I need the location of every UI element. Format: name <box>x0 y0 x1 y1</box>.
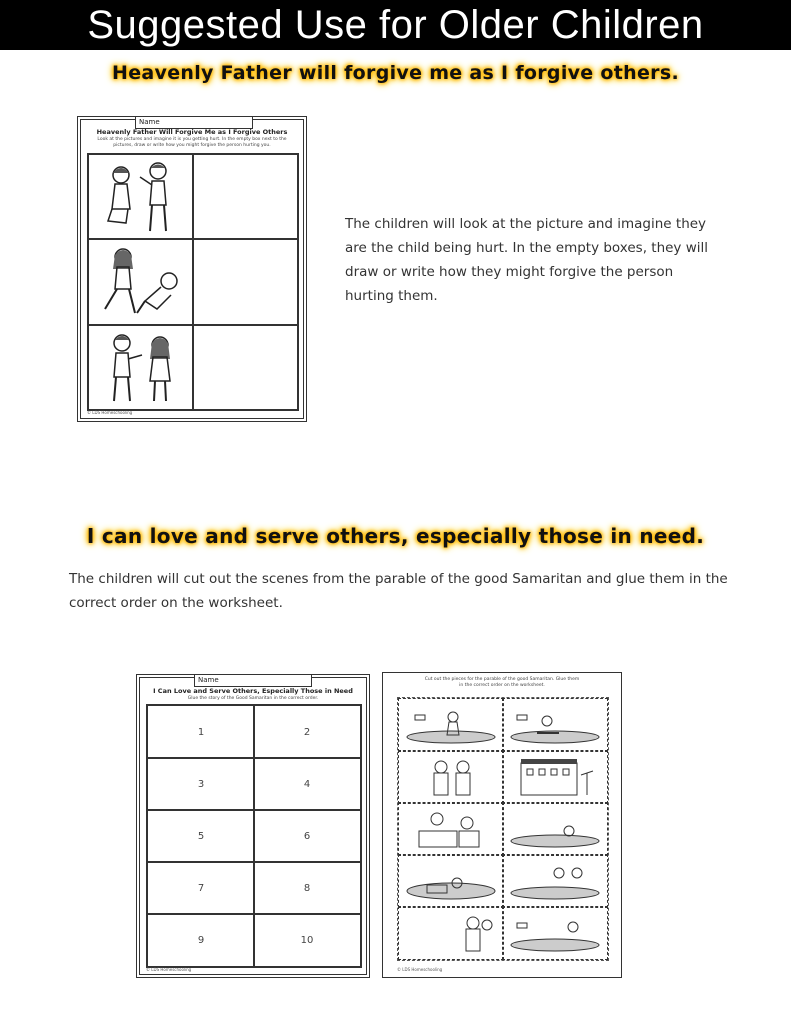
scene-traveler-walking <box>398 698 504 752</box>
section1-heading: Heavenly Father will forgive me as I forgive others. <box>112 62 679 84</box>
scene-jesus-teaching <box>398 906 504 960</box>
worksheet-copyright: © LDS Homeschooling <box>146 967 192 972</box>
grid-cell: 2 <box>253 705 361 759</box>
scene-samaritan-helps <box>398 854 504 908</box>
cutout-sheet-thumbnail <box>382 672 622 978</box>
grid-cell: 9 <box>147 913 255 967</box>
name-field-label: Name <box>135 116 253 129</box>
answer-cell-2 <box>192 238 298 326</box>
scene-illustration <box>507 705 603 745</box>
forgive-grid <box>87 153 299 411</box>
scene-illustration <box>403 861 499 901</box>
picture-cell-1 <box>88 154 194 240</box>
child-tripping-illustration <box>95 243 187 321</box>
scene-illustration <box>507 861 603 901</box>
grid-cell: 3 <box>147 757 255 811</box>
answer-cell-3 <box>192 324 298 410</box>
page-banner: Suggested Use for Older Children <box>0 0 791 50</box>
grid-cell: 7 <box>147 861 255 915</box>
scene-inn <box>502 750 608 804</box>
scene-others-pass <box>502 854 608 908</box>
grid-cell: 6 <box>253 809 361 863</box>
scene-thieves <box>502 698 608 752</box>
worksheet-instructions: Glue the story of the Good Samaritan in the correct order. <box>187 696 319 701</box>
scene-illustration <box>403 705 499 745</box>
worksheet-copyright: © LDS Homeschooling <box>87 410 133 415</box>
forgive-worksheet-thumbnail <box>77 116 307 422</box>
cutout-copyright: © LDS Homeschooling <box>397 967 443 972</box>
scene-illustration <box>403 911 499 955</box>
section2-description: The children will cut out the scenes from the parable of the good Samaritan and glue them in the correct order on the worksheet. <box>69 571 728 611</box>
section2-heading: I can love and serve others, especially those in need. <box>86 524 705 548</box>
worksheet-instructions: Look at the pictures and imagine it is you getting hurt. In the empty box next to the pictures, draw or write how you might forgive the person hurting you. <box>97 137 287 148</box>
cutout-grid <box>397 697 609 961</box>
scene-innkeeper <box>398 802 504 856</box>
picture-cell-3 <box>88 324 194 410</box>
scene-illustration <box>403 755 499 799</box>
worksheet-title: Heavenly Father Will Forgive Me as I Forgive Others <box>96 128 288 136</box>
grid-cell: 10 <box>253 913 361 967</box>
scene-wounded-man <box>502 802 608 856</box>
child-pointing-illustration <box>96 329 186 405</box>
scene-illustration <box>507 913 603 953</box>
scene-illustration <box>507 809 603 849</box>
section1-description: The children will look at the picture and imagine they are the child being hurt. In the empty boxes, they will draw or write how they might forgive the person hurting them. <box>345 216 709 304</box>
children-kneeling-illustration <box>96 159 186 235</box>
grid-cell: 4 <box>253 757 361 811</box>
grid-cell: 8 <box>253 861 361 915</box>
scene-illustration <box>507 755 603 799</box>
worksheet-title: I Can Love and Serve Others, Especially Those in Need <box>153 687 353 695</box>
grid-cell: 5 <box>147 809 255 863</box>
picture-cell-2 <box>88 238 194 326</box>
good-samaritan-worksheet-thumbnail <box>136 674 370 978</box>
scene-traveler-left <box>502 906 608 960</box>
numbered-grid <box>146 704 362 968</box>
scene-illustration <box>403 807 499 851</box>
name-field-label: Name <box>194 674 312 687</box>
answer-cell-1 <box>192 154 298 240</box>
cutout-instructions: Cut out the pieces for the parable of the good Samaritan. Glue them in the correct order on the worksheet. <box>424 677 580 688</box>
grid-cell: 1 <box>147 705 255 759</box>
scene-priest-levite <box>398 750 504 804</box>
